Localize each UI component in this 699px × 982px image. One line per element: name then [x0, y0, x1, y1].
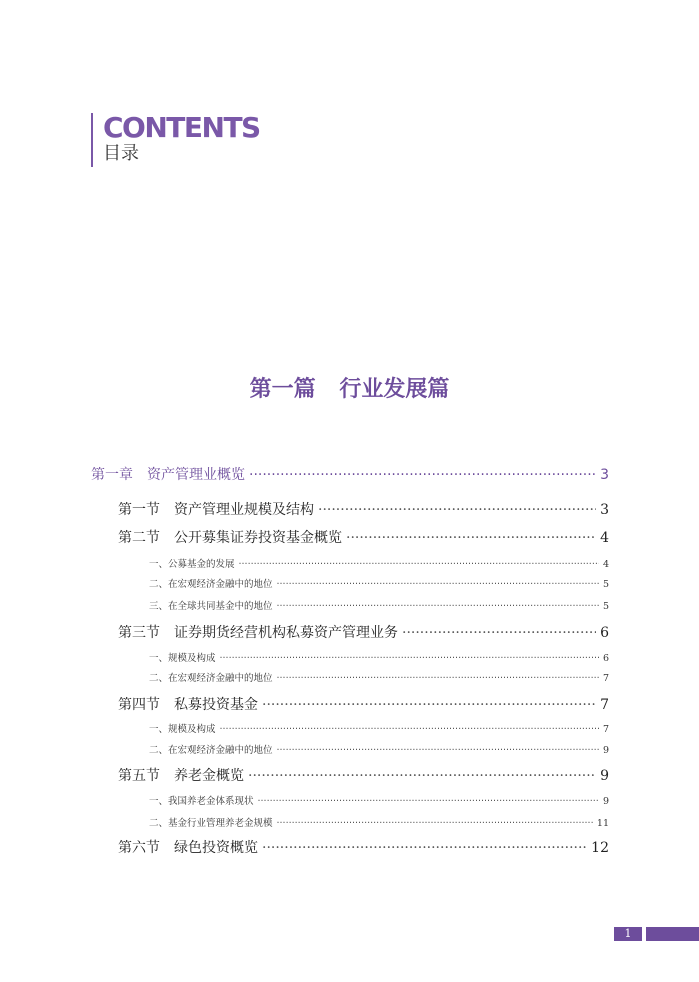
toc-entry-number: 第四节: [118, 697, 160, 713]
toc-subsection[interactable]: [149, 721, 609, 735]
toc-entry-title: 资产管理业概览: [147, 467, 245, 483]
toc-section[interactable]: [118, 694, 609, 714]
toc-entry-title: 二、基金行业管理养老金规模: [149, 818, 273, 829]
toc-entry-title: 一、公募基金的发展: [149, 559, 235, 570]
toc-dot-leader: [220, 653, 599, 664]
toc-page-number: 4: [600, 530, 609, 546]
contents-subtitle: 目录: [103, 143, 139, 164]
toc-entry-label: [118, 837, 258, 857]
toc-dot-leader: [402, 625, 596, 641]
toc-page-number: 5: [602, 601, 609, 612]
toc-entry-label: [149, 721, 216, 735]
toc-dot-leader: [318, 502, 596, 518]
toc-page-number: 3: [600, 467, 609, 483]
toc-dot-leader: [262, 697, 596, 713]
toc-entry-number: 第三节: [118, 625, 160, 641]
toc-entry-title: 二、在宏观经济金融中的地位: [149, 579, 273, 590]
toc-entry-label: [118, 527, 342, 547]
toc-entry-label: [149, 650, 216, 664]
toc-entry-title: 证券期货经营机构私募资产管理业务: [174, 625, 398, 641]
contents-header: [91, 113, 260, 167]
toc-page-number: 6: [602, 653, 609, 664]
part-title: 第一篇 行业发展篇: [249, 377, 450, 402]
toc-dot-leader: [248, 768, 596, 784]
toc-entry-title: 二、在宏观经济金融中的地位: [149, 673, 273, 684]
toc-page-number: 7: [602, 724, 609, 735]
contents-title: CONTENTS: [103, 111, 260, 144]
toc-entry-label: [118, 622, 398, 642]
toc-entry-title: 一、规模及构成: [149, 724, 216, 735]
toc-entry-number: 第六节: [118, 840, 160, 856]
toc-entry-label: [91, 464, 245, 484]
toc-dot-leader: [262, 840, 587, 856]
toc-entry-label: [149, 556, 235, 570]
toc-page-number: 4: [602, 559, 609, 570]
toc-entry-label: [149, 576, 273, 590]
toc-entry-title: 资产管理业规模及结构: [174, 502, 314, 518]
toc-entry-label: [149, 598, 273, 612]
toc-entry-title: 养老金概览: [174, 768, 244, 784]
toc-subsection[interactable]: [149, 576, 609, 590]
toc-subsection[interactable]: [149, 742, 609, 756]
toc-section[interactable]: [118, 622, 609, 642]
toc-subsection[interactable]: [149, 556, 609, 570]
toc-dot-leader: [277, 579, 599, 590]
footer-bar: [646, 927, 699, 941]
toc-page-number: 5: [602, 579, 609, 590]
toc-subsection[interactable]: [149, 650, 609, 664]
toc-dot-leader: [277, 673, 599, 684]
toc-dot-leader: [239, 559, 599, 570]
toc-entry-label: [118, 499, 314, 519]
toc-entry-label: [118, 765, 244, 785]
toc-page-number: 7: [602, 673, 609, 684]
toc-dot-leader: [258, 796, 599, 807]
toc-dot-leader: [277, 601, 599, 612]
toc-section[interactable]: [118, 499, 609, 519]
toc-page-number: 6: [600, 625, 609, 641]
toc-entry-title: 绿色投资概览: [174, 840, 258, 856]
toc-dot-leader: [249, 467, 596, 483]
toc-entry-number: 第一章: [91, 467, 133, 483]
toc-subsection[interactable]: [149, 670, 609, 684]
toc-page-number: 9: [602, 745, 609, 756]
page-footer: [614, 927, 699, 941]
toc-entry-title: 公开募集证券投资基金概览: [174, 530, 342, 546]
toc-entry-title: 私募投资基金: [174, 697, 258, 713]
toc-entry-title: 一、规模及构成: [149, 653, 216, 664]
toc-section[interactable]: [118, 527, 609, 547]
toc-chapter[interactable]: [91, 464, 609, 484]
toc-page-number: 9: [600, 768, 609, 784]
toc-page-number: 12: [591, 840, 609, 856]
toc-entry-label: [149, 670, 273, 684]
toc-section[interactable]: [118, 765, 609, 785]
toc-dot-leader: [277, 745, 599, 756]
toc-page-number: 7: [600, 697, 609, 713]
toc-dot-leader: [346, 530, 596, 546]
toc-entry-number: 第二节: [118, 530, 160, 546]
toc-subsection[interactable]: [149, 815, 609, 829]
toc-subsection[interactable]: [149, 793, 609, 807]
page-number: 1: [614, 927, 642, 941]
toc-entry-number: 第五节: [118, 768, 160, 784]
toc-section[interactable]: [118, 837, 609, 857]
toc-page-number: 11: [596, 818, 609, 829]
toc-entry-label: [149, 815, 273, 829]
toc-entry-number: 第一节: [118, 502, 160, 518]
toc-entry-title: 一、我国养老金体系现状: [149, 796, 254, 807]
toc-entry-title: 三、在全球共同基金中的地位: [149, 601, 273, 612]
toc-dot-leader: [277, 818, 593, 829]
toc-dot-leader: [220, 724, 599, 735]
toc-page-number: 3: [600, 502, 609, 518]
toc-entry-label: [149, 742, 273, 756]
toc-entry-label: [149, 793, 254, 807]
toc-page-number: 9: [602, 796, 609, 807]
toc-entry-label: [118, 694, 258, 714]
toc-entry-title: 二、在宏观经济金融中的地位: [149, 745, 273, 756]
toc-subsection[interactable]: [149, 598, 609, 612]
